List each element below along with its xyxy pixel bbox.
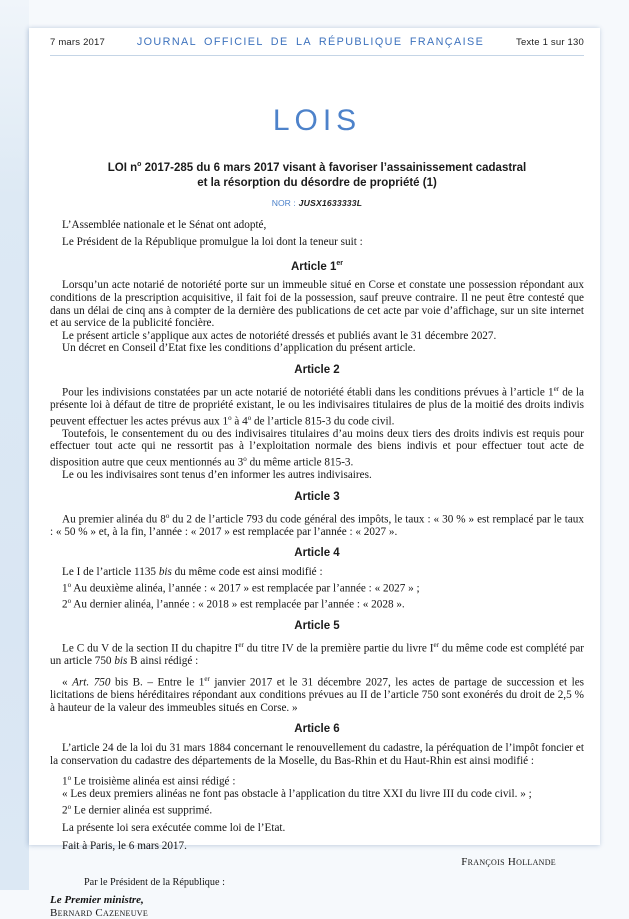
law-paragraph: 1$^o$ Au deuxième alinéa, l’année : « 2017 » est remplacée par l’année : « 2027 » ;: [62, 580, 420, 595]
issue-date: 7 mars 2017: [50, 37, 106, 48]
law-articles: [50, 219, 584, 853]
law-paragraph: « Les deux premiers alinéas ne font pas obstacle à l’application du titre XXI du livre III du code civil. » ;: [62, 788, 532, 801]
text-reference: Texte 1 sur 130: [516, 37, 584, 48]
law-paragraph: Le présent article s’applique aux actes de notoriété dressés et publiés avant le 31 décembre 2027.: [62, 329, 497, 342]
law-paragraph: Un décret en Conseil d’Etat fixe les conditions d’application du présent article.: [62, 342, 416, 355]
law-paragraph: L’Assemblée nationale et le Sénat ont adopté,: [62, 218, 267, 231]
president-signature: François Hollande: [461, 855, 556, 868]
law-paragraph: Le ou les indivisaires sont tenus d’en informer les autres indivisaires.: [62, 469, 372, 482]
law-paragraph: Pour les indivisions constatées par un acte notarié de notoriété établi dans les conditions prévues à l’article 1er de la présente loi à défaut de titre de propriété existant, le ou les indivisaires titulaires de plus de la moitié des droits indivis peuvent effectuer les actes prévus aux 1$^o$ à 4$^o$ de l’article 815-3 du code civil.: [50, 384, 584, 428]
countersign-intro: Par le Président de la République :: [84, 876, 225, 888]
nor-line: [50, 198, 584, 208]
law-title: [50, 157, 584, 191]
law-paragraph: 2$^o$ Le dernier alinéa est supprimé.: [62, 803, 213, 817]
law-paragraph: Toutefois, le consentement du ou des indivisaires titulaires d’au moins deux tiers des droits indivis est requis pour effectuer tout acte qui ne ressortit pas à l’exploitation normale des biens indivis et pour effectuer tout acte de disposition autre que ceux mentionnés au 3$^o$ du même article 815-3.: [50, 427, 584, 469]
article-heading: Article 5: [294, 620, 340, 633]
law-title-line-1: LOI $n^o$ 2017-285 du 6 mars 2017 visant à favoriser l’assainissement cadastral: [107, 161, 527, 174]
law-paragraph: L’article 24 de la loi du 31 mars 1884 concernant le renouvellement du cadastre, la péréquation de l’impôt foncier et la conservation du cadastre des départements de la Moselle, du Bas-Rhin et du Haut-Rhin est ainsi modifié :: [50, 741, 584, 767]
pm-name: Bernard Cazeneuve: [50, 906, 149, 919]
article-heading: Article 6: [294, 723, 340, 736]
law-paragraph: 2$^o$ Au dernier alinéa, l’année : « 2018 » est remplacée par l’année : « 2028 ».: [62, 596, 405, 611]
background-left-strip: [0, 0, 29, 890]
article-heading: Article 1er: [290, 260, 343, 273]
nor-value: JUSX1633333L: [298, 197, 363, 208]
law-paragraph: 1$^o$ Le troisième alinéa est ainsi rédigé :: [62, 774, 236, 788]
law-paragraph: Le Président de la République promulgue la loi dont la teneur suit :: [62, 236, 363, 249]
law-paragraph: Fait à Paris, le 6 mars 2017.: [62, 839, 187, 852]
article-heading: Article 3: [294, 490, 340, 503]
article-heading: Article 4: [294, 547, 340, 560]
law-paragraph: Le I de l’article 1135 bis du même code est ainsi modifié :: [62, 566, 323, 579]
journal-page: [29, 28, 600, 919]
article-heading: Article 2: [294, 364, 340, 376]
law-title-line-2: et la résorption du désordre de propriété (1): [197, 176, 437, 189]
law-paragraph: « Art. 750 bis B. – Entre le 1er janvier 2017 et le 31 décembre 2027, les actes de partage de succession et les licitations de biens héréditaires répondant aux conditions prévues au II de l’article 750 sont exonérés du droit de 2,5 % à hauteur de la valeur des immeubles situés en Corse. »: [50, 674, 585, 714]
law-paragraph: Lorsqu’un acte notarié de notoriété porte sur un immeuble situé en Corse et constate une possession répondant aux conditions de la prescription acquisitive, il fait foi de la possession, sauf preuve contraire. Il ne peut être contesté que dans un délai de cinq ans à compter de la dernière des publications de cet acte par voie d’affichage, sur un site internet et au service de la publicité foncière.: [50, 279, 584, 330]
law-paragraph: La présente loi sera exécutée comme loi de l’Etat.: [62, 822, 286, 835]
journal-title: JOURNAL OFFICIEL DE LA RÉPUBLIQUE FRANÇAISE: [136, 36, 485, 48]
nor-label: NOR :: [271, 197, 296, 208]
page-header: [50, 36, 584, 56]
law-paragraph: Le C du V de la section II du chapitre Ier du titre IV de la première partie du livre Ier du même code est complété par un article 750 bis B ainsi rédigé :: [50, 640, 585, 668]
section-title-lois: LOIS: [272, 104, 362, 137]
pm-role: Le Premier ministre,: [50, 893, 144, 906]
law-paragraph: Au premier alinéa du 8$^o$ du 2 de l’article 793 du code général des impôts, le taux : « 30 % » est remplacé par le taux : « 50 % » et, à la fin, l’année : « 2017 » est remplacée par l’année : « 2027 ».: [50, 511, 584, 538]
